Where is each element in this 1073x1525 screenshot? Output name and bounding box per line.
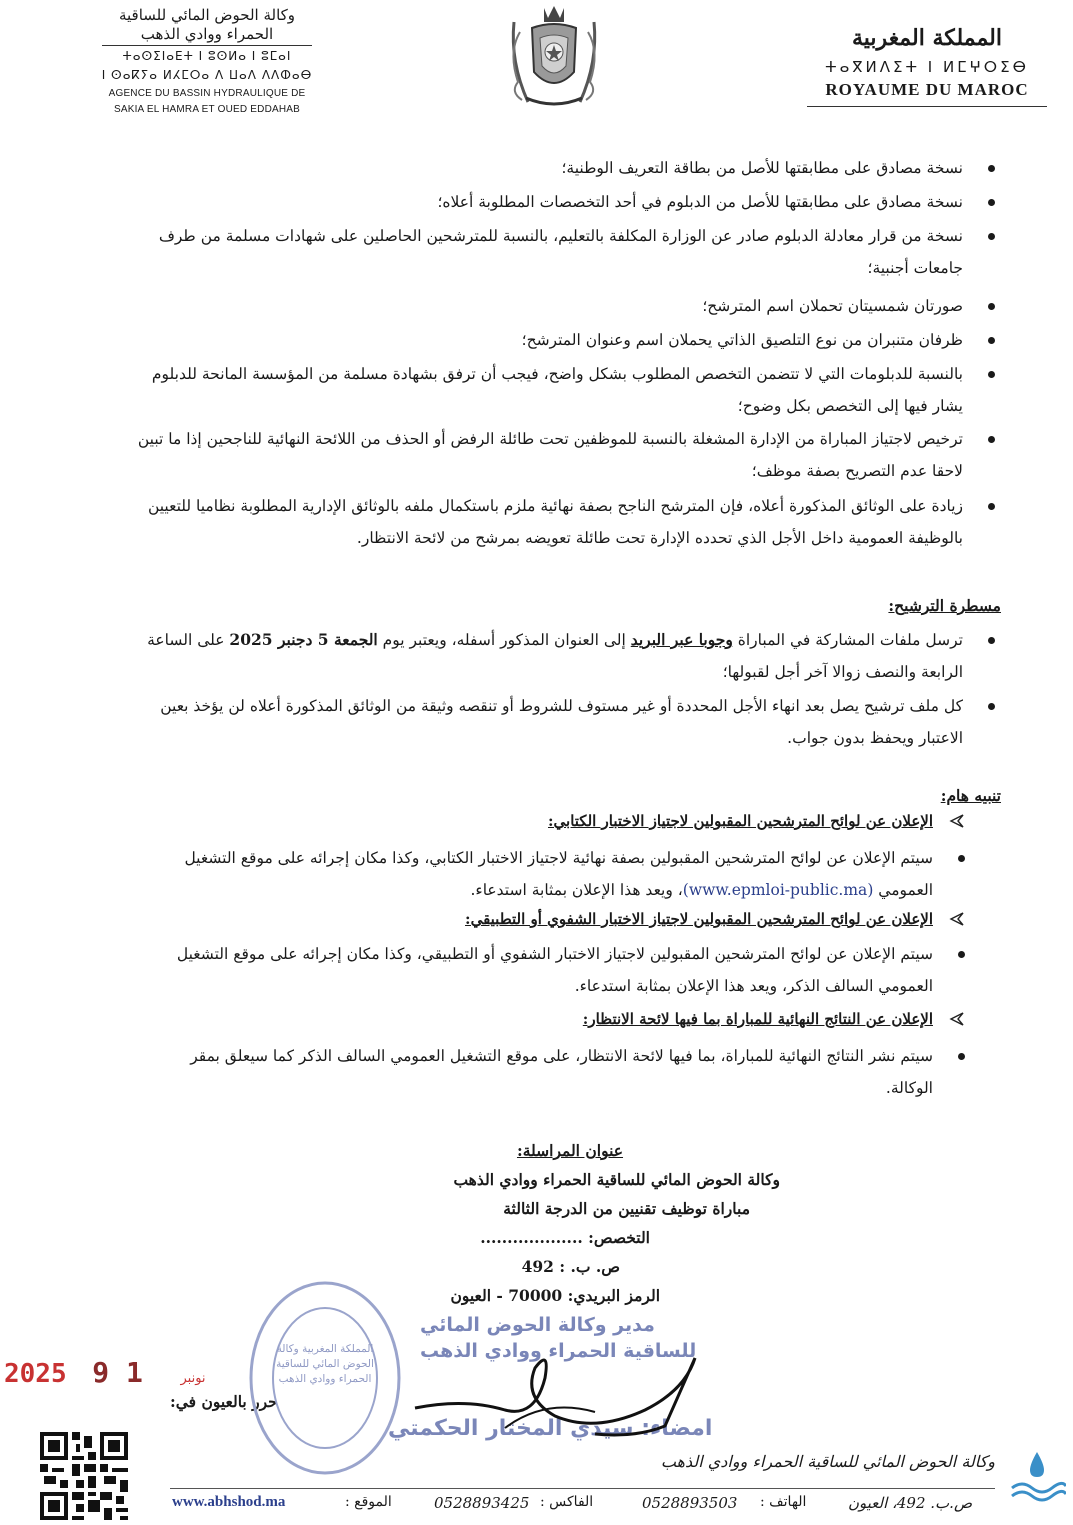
requirement-text: نسخة مصادق على مطابقتها للأصل من بطاقة التعريف الوطنية؛ bbox=[561, 159, 963, 177]
notice-section-title bbox=[465, 910, 933, 928]
requirement-item bbox=[133, 423, 963, 487]
procedure-item bbox=[133, 690, 963, 754]
arrow-bullet-icon bbox=[947, 1010, 965, 1028]
requirement-item bbox=[133, 290, 963, 322]
bullet-icon bbox=[988, 199, 995, 206]
date-year: 2025 bbox=[4, 1359, 67, 1389]
agency-logo-icon bbox=[1008, 1448, 1066, 1506]
arrow-bullet-icon bbox=[947, 812, 965, 830]
notice-text: ، ويعد هذا الإعلان بمثابة استدعاء. bbox=[470, 881, 683, 899]
bullet-icon bbox=[988, 436, 995, 443]
notice-section-title bbox=[548, 812, 933, 830]
requirement-item bbox=[133, 152, 963, 184]
notice-item bbox=[143, 938, 933, 1002]
bullet-icon bbox=[988, 703, 995, 710]
address-line: التخصص: ................... bbox=[480, 1228, 650, 1247]
notice-item bbox=[143, 1040, 933, 1104]
qr-code-icon bbox=[40, 1432, 128, 1520]
kingdom-name-tifinagh: ⵜⴰⴳⵍⴷⵉⵜ ⵏ ⵍⵎⵖⵔⵉⴱ bbox=[825, 58, 1029, 76]
procedure-text: كل ملف ترشيح يصل بعد انهاء الأجل المحددة أو غير مستوف للشروط أو تنقصه وثيقة من الوثائق المذكورة أعلاه لن يؤخذ بعين الاعتبار ويحفظ بدون جواب. bbox=[160, 697, 963, 747]
footer-rule bbox=[170, 1488, 995, 1489]
royal-emblem-icon bbox=[500, 2, 608, 114]
procedure-title: مسطرة الترشيح: bbox=[888, 596, 1001, 615]
notice-text: سيتم نشر النتائج النهائية للمباراة، بما فيها لائحة الانتظار، على موقع التشغيل العمومي السالف الذكر كما سيعلق بمقر الوكالة. bbox=[190, 1047, 933, 1097]
notice-section-title-text: الإعلان عن لوائح المترشحين المقبولين لاجتياز الاختبار الكتابي: bbox=[548, 812, 933, 830]
mailing-address bbox=[380, 1136, 780, 1310]
address-line: وكالة الحوض المائي للساقية الحمراء ووادي الذهب bbox=[453, 1170, 780, 1189]
footer-agency-name: وكالة الحوض المائي للساقية الحمراء ووادي الذهب bbox=[660, 1452, 995, 1471]
footer-website[interactable]: www.abhshod.ma bbox=[172, 1494, 286, 1510]
kingdom-name-fr: ROYAUME DU MAROC bbox=[825, 80, 1029, 99]
footer-po-box: ص.ب. 492، العيون bbox=[848, 1494, 973, 1512]
bullet-icon bbox=[988, 303, 995, 310]
bullet-icon bbox=[988, 637, 995, 644]
kingdom-header bbox=[807, 24, 1047, 107]
bullet-icon bbox=[958, 951, 965, 958]
agency-header bbox=[92, 6, 322, 116]
requirement-text: بالنسبة للدبلومات التي لا تتضمن التخصص المطلوب بشكل واضح، فيجب أن ترفق بشهادة مسلمة من المؤسسة المانحة للدبلوم يشار فيها إلى التخصص بكل وضوح؛ bbox=[151, 365, 963, 415]
director-title-1: مدير وكالة الحوض المائي bbox=[420, 1314, 655, 1336]
agency-name-ar-2: الحمراء ووادي الذهب bbox=[140, 25, 274, 43]
procedure-mail-emphasis: وجوبا عبر البريد bbox=[630, 630, 733, 649]
agency-name-fr-2: SAKIA EL HAMRA ET OUED EDDAHAB bbox=[113, 104, 301, 115]
notice-item bbox=[143, 842, 933, 906]
agency-name-tifinagh-2: ⵏ ⵙⴰⴽⵢⴰ ⵍⵃⵎⵔⴰ ⴷ ⵡⴰⴷ ⴷⴷⵀⴰⴱ bbox=[101, 68, 313, 82]
deadline-date: الجمعة 5 دجنبر 2025 bbox=[229, 630, 378, 649]
requirement-item bbox=[133, 324, 963, 356]
requirement-text: ظرفان متنبران من نوع التلصيق الذاتي يحملان اسم وعنوان المترشح؛ bbox=[521, 331, 963, 349]
requirement-text: نسخة من قرار معادلة الدبلوم صادر عن الوزارة المكلفة بالتعليم، بالنسبة للمترشحين الحاصلين على شهادات مسلمة من طرف جامعات أجنبية؛ bbox=[158, 227, 963, 277]
bullet-icon bbox=[988, 503, 995, 510]
requirement-item bbox=[133, 220, 963, 284]
agency-name-tifinagh-1: ⵜⴰⵙⵉⵏⴰⴹⵜ ⵏ ⵓⵙⵍⴰ ⵏ ⵓⵎⴰⵏ bbox=[122, 49, 292, 63]
handwritten-signature-icon bbox=[395, 1338, 725, 1448]
written-at: حرر بالعيون في: bbox=[170, 1392, 278, 1411]
address-line: مباراة توظيف تقنيين من الدرجة الثالثة bbox=[503, 1199, 750, 1218]
date-stamp bbox=[4, 1356, 206, 1389]
bullet-icon bbox=[988, 337, 995, 344]
bullet-icon bbox=[988, 165, 995, 172]
notice-section-title-text: الإعلان عن لوائح المترشحين المقبولين لاجتياز الاختبار الشفوي أو التطبيقي: bbox=[465, 910, 933, 928]
bullet-icon bbox=[958, 1053, 965, 1060]
requirement-text: ترخيص لاجتياز المباراة من الإدارة المشغلة بالنسبة للموظفين تحت طائلة الرفض أو الحذف من اللائحة النهائية للناجحين إذا ما تبين لاحقا عدم التصريح بصفة موظف؛ bbox=[137, 430, 963, 480]
notice-section-title-text: الإعلان عن النتائج النهائية للمباراة بما فيها لائحة الانتظار: bbox=[582, 1010, 933, 1028]
requirement-item bbox=[133, 490, 963, 554]
requirement-text: زيادة على الوثائق المذكورة أعلاه، فإن المترشح الناجح بصفة نهائية ملزم باستكمال ملفه بالوثائق الإدارية المطلوبة نظاميا للتعيين بالوظيفة العمومية داخل الأجل الذي تحدده الإدارة تحت طائلة تعويضه بمرشح من لائحة الانتظار. bbox=[147, 497, 963, 547]
address-line: الرمز البريدي: 70000 - العيون bbox=[450, 1286, 660, 1305]
director-title-2: للساقية الحمراء ووادي الذهب bbox=[420, 1340, 697, 1362]
address-line: ص. ب. : 492 bbox=[521, 1257, 620, 1276]
arrow-bullet-icon bbox=[947, 910, 965, 928]
header-rule bbox=[102, 45, 312, 46]
notice-title: تنبيه هام: bbox=[940, 786, 1001, 805]
footer-phone: 0528893503 bbox=[642, 1494, 738, 1512]
date-day: 1 9 bbox=[92, 1356, 143, 1389]
requirement-text: صورتان شمسيتان تحملان اسم المترشح؛ bbox=[702, 297, 963, 315]
employment-site-link[interactable]: (www.epmloi-public.ma) bbox=[682, 881, 874, 899]
procedure-text: ترسل ملفات المشاركة في المباراة bbox=[732, 631, 963, 649]
signatory-name: امضاء: سيدي المختار الحكمتي bbox=[388, 1416, 713, 1441]
procedure-text: على الساعة الرابعة والنصف زوالا آخر أجل لقبولها؛ bbox=[147, 631, 963, 681]
notice-text: سيتم الإعلان عن لوائح المترشحين المقبولين لاجتياز الاختبار الشفوي أو التطبيقي، وكذا مكان إجرائه على موقع التشغيل العمومي السالف الذكر، ويعد هذا الإعلان بمثابة استدعاء. bbox=[176, 945, 933, 995]
stamp-text: المملكة المغربية وكالة الحوض المائي للساقية الحمراء ووادي الذهب bbox=[276, 1343, 374, 1385]
requirement-item bbox=[133, 358, 963, 422]
bullet-icon bbox=[988, 233, 995, 240]
notice-section-title bbox=[583, 1010, 933, 1028]
address-title: عنوان المراسلة: bbox=[516, 1141, 624, 1160]
date-month: نونبر bbox=[180, 1371, 206, 1386]
footer-site-label: الموقع : bbox=[345, 1494, 392, 1510]
official-stamp-icon bbox=[245, 1278, 405, 1478]
procedure-text: إلى العنوان المذكور أسفله، ويعتبر يوم bbox=[377, 631, 631, 649]
notice-text: سيتم الإعلان عن لوائح المترشحين المقبولين بصفة نهائية لاجتياز الاختبار الكتابي، وكذا مكان إجرائه على موقع التشغيل العمومي bbox=[184, 849, 933, 899]
agency-name-fr-1: AGENCE DU BASSIN HYDRAULIQUE DE bbox=[108, 88, 306, 99]
bullet-icon bbox=[958, 855, 965, 862]
footer-phone-label: الهاتف : bbox=[760, 1494, 807, 1510]
footer-fax-label: الفاكس : bbox=[540, 1494, 594, 1510]
bullet-icon bbox=[988, 371, 995, 378]
kingdom-name-ar: المملكة المغربية bbox=[852, 25, 1002, 51]
footer-fax: 0528893425 bbox=[434, 1494, 530, 1512]
agency-name-ar-1: وكالة الحوض المائي للساقية bbox=[118, 6, 296, 24]
procedure-item bbox=[133, 624, 963, 688]
requirement-item bbox=[133, 186, 963, 218]
kingdom-rule bbox=[807, 106, 1047, 107]
requirement-text: نسخة مصادق على مطابقتها للأصل من الدبلوم في أحد التخصصات المطلوبة أعلاه؛ bbox=[437, 193, 963, 211]
